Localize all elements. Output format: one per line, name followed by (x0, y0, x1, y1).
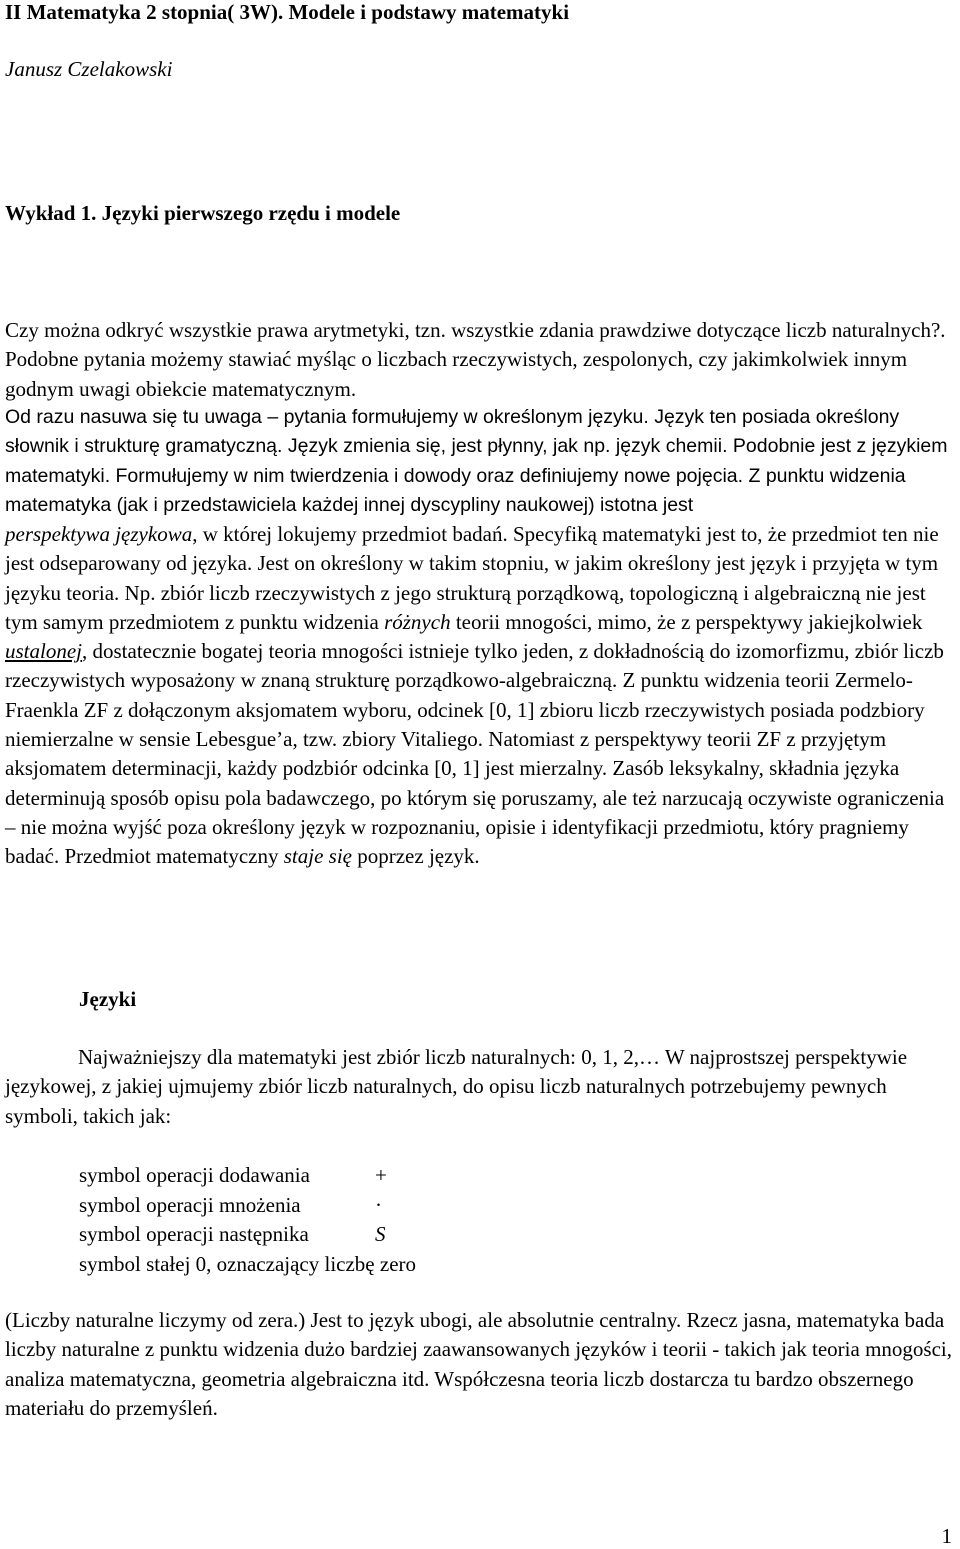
dot-symbol: · (375, 1192, 382, 1217)
paragraph-perspective-start: Z punktu widzenia matematyka (jak i przedstawiciela każdej innej dyscypliny naukowej) istotna jest (5, 464, 906, 516)
paragraph-intro (5, 316, 950, 404)
emphasis-perspektywa: perspektywa językowa (5, 522, 193, 546)
symbol-label: symbol operacji mnożenia (79, 1192, 301, 1217)
symbol-label: symbol stałej 0, oznaczający liczbę zero (79, 1251, 417, 1276)
symbol-item-zero (79, 1250, 416, 1280)
paragraph-perspective: perspektywa językowa, w której lokujemy przedmiot badań. Specyfiką matematyki jest to, że przedmiot ten nie jest odseparowany od języka. Jest on określony w takim stopniu, w jakim określony jest język i przyjęta w tym języku teoria. Np. zbiór liczb rzeczywistych z jego strukturą porządkową, topologiczną i algebraiczną nie jest tym samym przedmiotem z punktu widzenia różnych teorii mnogości, mimo, że z perspektywy jakiejkolwiek ustalonej, dostatecznie bogatej teoria mnogości istnieje tylko jeden, z dokładnością do izomorfizmu, zbiór liczb rzeczywistych wyposażony w znaną strukturę porządkowo-algebraiczną. Z punktu widzenia teorii Zermelo-Fraenkla ZF z dołączonym aksjomatem wyboru, odcinek [0, 1] zbioru liczb rzeczywistych posiada podzbiory niemierzalne w sensie Lebesgue’a, tzw. zbiory Vitaliego. Natomiast z perspektywy teorii ZF z przyjętym aksjomatem determinacji, każdy podzbiór odcinka [0, 1] jest mierzalny. Zasób leksykalny, składnia języka determinują sposób opisu pola badawczego, po którym się poruszamy, ale też narzucają oczywiste ograniczenia – nie można wyjść poza określony język w rozpoznaniu, opisie i identyfikacji przedmiotu, który pragniemy badać. Przedmiot matematyczny staje się poprzez język. (5, 522, 945, 869)
symbol-list (79, 1161, 416, 1279)
symbol-label: symbol operacji dodawania (79, 1163, 310, 1188)
emphasis-ustalonej: ustalonej (5, 639, 82, 664)
document-title: II Matematyka 2 stopnia( 3W). Modele i podstawy matematyki (5, 0, 570, 24)
author-name: Janusz Czelakowski (5, 57, 173, 81)
emphasis-roznych: różnych (384, 609, 451, 634)
paragraph-intro-text: Czy można odkryć wszystkie prawa arytmetyki, tzn. wszystkie zdania prawdziwe dotyczące liczb naturalnych?. Podobne pytania możemy stawiać myśląc o liczbach rzeczywistych, zespolonych, czy jakimkolwiek innym godnym uwagi obiekcie matematycznym. (5, 318, 946, 401)
symbol-item-successor (79, 1220, 416, 1250)
symbol-label: symbol operacji następnika (79, 1222, 309, 1247)
paragraph-language (5, 403, 957, 520)
section-heading: Języki (79, 987, 137, 1011)
paragraph-conclusion: (Liczby naturalne liczymy od zera.) Jest to język ubogi, ale absolutnie centralny. Rzecz jasna, matematyka bada liczby naturalne z punktu widzenia dużo bardziej zaawansowanych języków i teorii - takich jak teoria mnogości, analiza matematyczna, geometria algebraiczna itd. Współczesna teoria liczb dostarcza tu bardzo obszernego materiału do przemyśleń. (5, 1308, 952, 1420)
paragraph-natural-numbers: Najważniejszy dla matematyki jest zbiór liczb naturalnych: 0, 1, 2,… W najprostszej perspektywie językowej, z jakiej ujmujemy zbiór liczb naturalnych, do opisu liczb naturalnych potrzebujemy pewnych symboli, takich jak: (5, 1045, 908, 1128)
page-number: 1 (941, 1524, 952, 1548)
symbol-item-addition (79, 1161, 416, 1191)
emphasis-staje-sie: staje się (283, 844, 352, 869)
paragraph-language-text: Od razu nasuwa się tu uwaga – pytania formułujemy w określonym języku. Język ten posiada określony słownik i strukturę gramatyczną. Język zmienia się, jest płynny, jak np. język chemii. Podobnie jest z językiem matematyki. Formułujemy w nim twierdzenia i dowody oraz definiujemy nowe pojęcia. (5, 406, 948, 487)
successor-symbol: S (375, 1222, 386, 1247)
lecture-title: Wykład 1. Języki pierwszego rzędu i modele (5, 201, 401, 225)
plus-symbol: + (375, 1163, 387, 1188)
symbol-item-multiplication (79, 1191, 416, 1221)
